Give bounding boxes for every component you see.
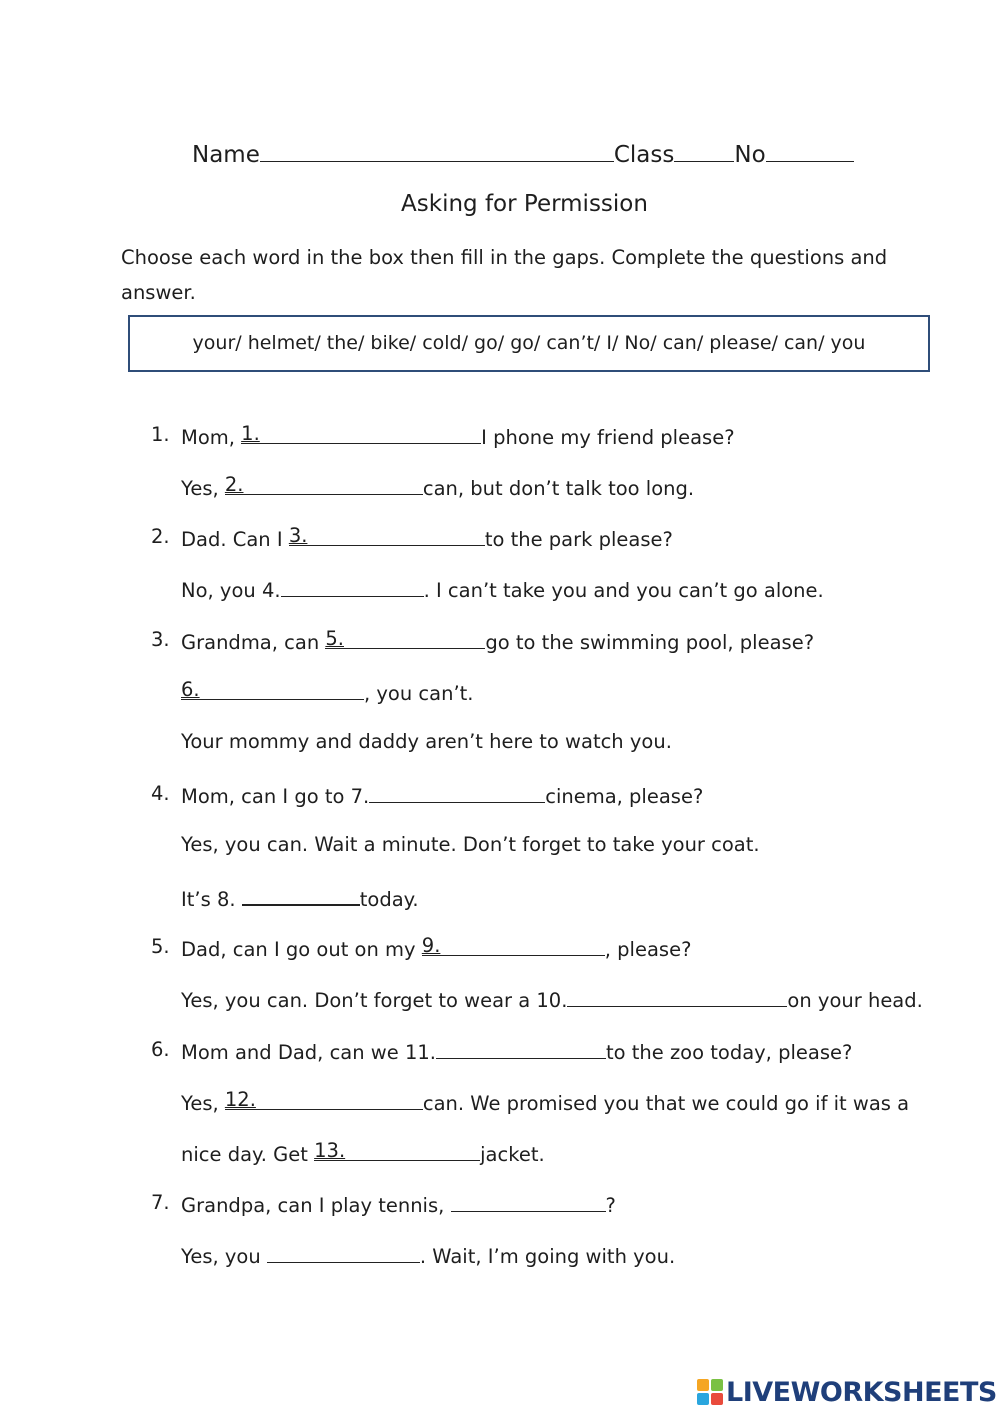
name-label: Name (192, 142, 260, 168)
answer-gap-4[interactable] (281, 576, 424, 597)
question-6-line: Mom and Dad, can we 11. to the zoo today, please? (181, 1038, 852, 1064)
question-1-line: Mom, 1. I phone my friend please? (181, 422, 735, 449)
class-field[interactable] (674, 139, 734, 162)
question-5-line: Dad, can I go out on my 9. , please? (181, 934, 692, 961)
answer-gap-7[interactable] (369, 782, 545, 803)
answer-3-line: 6. , you can’t. (181, 678, 474, 705)
answer-gap-14[interactable] (451, 1191, 606, 1212)
answer-gap-13[interactable]: 13. (314, 1140, 480, 1161)
liveworksheets-logo-icon (697, 1379, 723, 1405)
question-number: 6. (151, 1038, 170, 1061)
student-info-header (192, 139, 854, 168)
question-2-line: Dad. Can I 3. to the park please? (181, 524, 673, 551)
name-field[interactable] (260, 139, 614, 162)
answer-3-note: Your mommy and daddy aren’t here to watch you. (181, 730, 672, 753)
liveworksheets-logo: LIVEWORKSHEETS (697, 1375, 997, 1409)
question-number: 5. (151, 935, 170, 958)
answer-gap-8[interactable] (242, 884, 360, 906)
answer-7-line: Yes, you . Wait, I’m going with you. (181, 1242, 675, 1268)
answer-gap-3[interactable]: 3. (289, 525, 485, 546)
answer-gap-2[interactable]: 2. (225, 474, 423, 495)
question-7-line: Grandpa, can I play tennis, ? (181, 1191, 616, 1217)
question-3-line: Grandma, can 5. go to the swimming pool, please? (181, 627, 815, 654)
question-number: 1. (151, 423, 170, 446)
question-number: 4. (151, 782, 170, 805)
answer-gap-6[interactable]: 6. (181, 679, 364, 700)
answer-1-line: Yes, 2. can, but don’t talk too long. (181, 473, 695, 500)
answer-gap-9[interactable]: 9. (422, 935, 605, 956)
answer-5-line: Yes, you can. Don’t forget to wear a 10. on your head. (181, 986, 923, 1012)
question-number: 7. (151, 1191, 170, 1214)
answer-4-line-2: It’s 8. today. (181, 884, 419, 911)
question-number: 2. (151, 525, 170, 548)
answer-gap-15[interactable] (267, 1242, 420, 1263)
question-number: 3. (151, 628, 170, 651)
answer-6-line-2: nice day. Get 13. jacket. (181, 1139, 545, 1166)
answer-4-line: Yes, you can. Wait a minute. Don’t forget to take your coat. (181, 833, 760, 856)
worksheet-title: Asking for Permission (401, 191, 648, 217)
class-label: Class (613, 142, 675, 168)
answer-gap-1[interactable]: 1. (241, 423, 481, 444)
instructions: Choose each word in the box then fill in the gaps. Complete the questions and answer. (121, 246, 888, 304)
word-bank: your/ helmet/ the/ bike/ cold/ go/ go/ can’t/ I/ No/ can/ please/ can/ you (128, 315, 930, 372)
answer-gap-11[interactable] (436, 1038, 606, 1059)
no-field[interactable] (766, 139, 854, 162)
question-4-line: Mom, can I go to 7. cinema, please? (181, 782, 703, 808)
no-label: No (734, 142, 766, 168)
answer-gap-5[interactable]: 5. (325, 628, 485, 649)
answer-2-line: No, you 4. . I can’t take you and you can’t go alone. (181, 576, 824, 602)
answer-6-line: Yes, 12. can. We promised you that we could go if it was a (181, 1088, 910, 1115)
answer-gap-12[interactable]: 12. (225, 1089, 423, 1110)
answer-gap-10[interactable] (567, 986, 787, 1007)
